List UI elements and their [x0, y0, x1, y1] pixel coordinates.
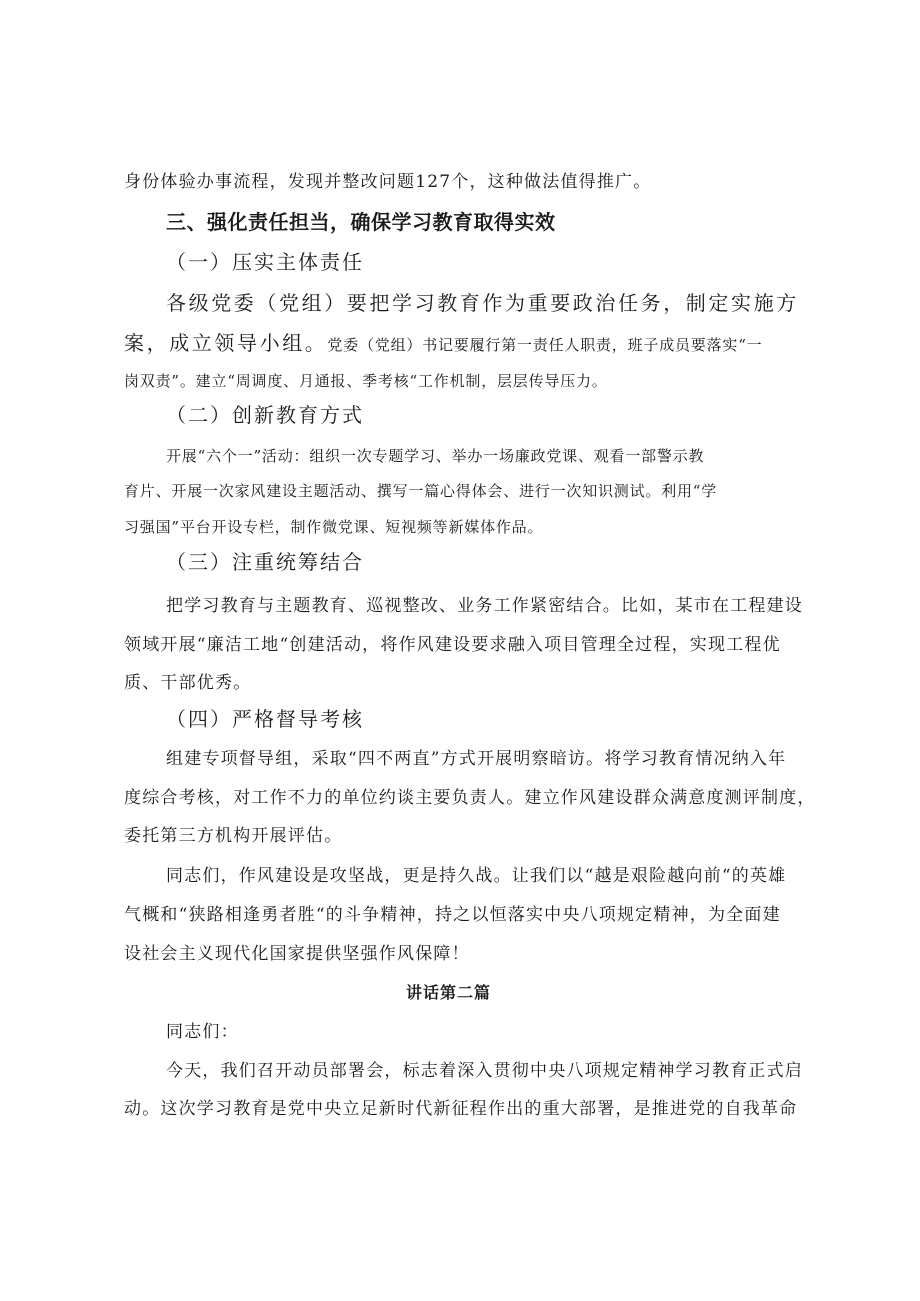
paragraph-fragment: 案，成立领导小组。 — [124, 331, 328, 355]
paragraph-line — [124, 333, 762, 355]
paragraph-line: 组建专项督导组，采取“四不两直”方式开展明察暗访。将学习教育情况纳入年 — [166, 749, 787, 769]
paragraph-line: 把学习教育与主题教育、巡视整改、业务工作紧密结合。比如，某市在工程建设 — [166, 596, 803, 616]
paragraph-line: 度综合考核，对工作不力的单位约谈主要负责人。建立作风建设群众满意度测评制度， — [124, 788, 816, 808]
paragraph-line: 设社会主义现代化国家提供坚强作风保障！ — [124, 944, 470, 964]
paragraph-line: 气概和“狭路相逢勇者胜“的斗争精神，持之以恒落实中央八项规定精神，为全面建 — [124, 905, 781, 925]
section-heading: 三、强化责任担当，确保学习教育取得实效 — [166, 210, 556, 234]
subsection-heading: （三）注重统筹结合 — [166, 550, 364, 574]
subsection-heading: （四）严格督导考核 — [166, 707, 364, 731]
subsection-heading: （二）创新教育方式 — [166, 403, 364, 427]
paragraph-line: 身份体验办事流程，发现并整改问题127个，这种做法值得推广。 — [124, 172, 652, 192]
paragraph-line: 岗双责”。建立“周调度、月通报、季考核“工作机制，层层传导压力。 — [124, 372, 608, 390]
paragraph-line: 各级党委（党组）要把学习教育作为重要政治任务，制定实施方 — [166, 291, 799, 315]
subsection-heading: （一）压实主体责任 — [166, 250, 364, 274]
paragraph-line: 开展“六个一”活动：组织一次专题学习、举办一场廉政党课、观看一部警示教 — [166, 447, 705, 465]
paragraph-line: 动。这次学习教育是党中央立足新时代新征程作出的重大部署，是推进党的自我革命 — [124, 1099, 798, 1119]
paragraph-line: 委托第三方机构开展评估。 — [124, 826, 343, 846]
paragraph-line: 育片、开展一次家风建设主题活动、撰写一篇心得体会、进行一次知识测试。利用“学 — [124, 482, 718, 500]
speech-title: 讲话第二篇 — [406, 983, 492, 1002]
paragraph-line: 质、干部优秀。 — [124, 673, 252, 693]
paragraph-line: 同志们，作风建设是攻坚战，更是持久战。让我们以“越是艰险越向前“的英雄 — [166, 866, 787, 886]
paragraph-fragment: 党委（党组）书记要履行第一责任人职责，班子成员要落实“一 — [327, 336, 763, 354]
paragraph-line: 领域开展“廉洁工地“创建活动，将作风建设要求融入项目管理全过程，实现工程优 — [124, 635, 781, 655]
paragraph-line: 习强国”平台开设专栏，制作微党课、短视频等新媒体作品。 — [124, 518, 544, 536]
paragraph-line: 今天，我们召开动员部署会，标志着深入贯彻中央八项规定精神学习教育正式启 — [166, 1061, 803, 1081]
paragraph-line: 同志们： — [166, 1022, 239, 1042]
